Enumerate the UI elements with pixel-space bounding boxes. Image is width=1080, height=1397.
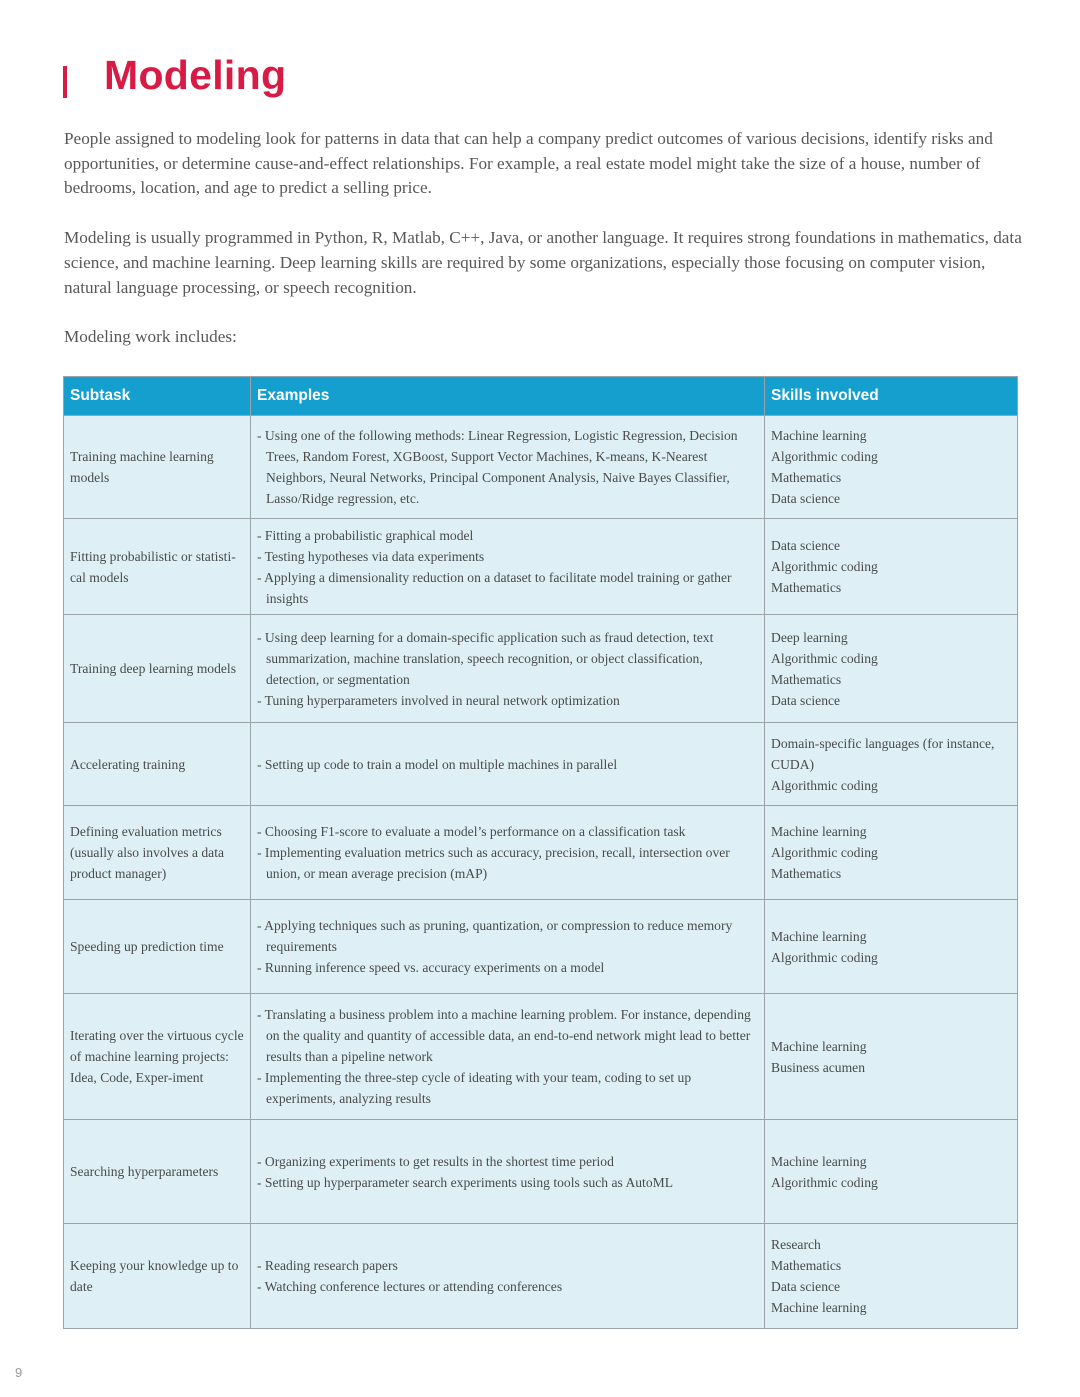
skill-item: Machine learning <box>771 824 867 839</box>
examples-cell <box>251 806 765 900</box>
intro-paragraph: Modeling is usually programmed in Python, R, Matlab, C++, Java, or another language. It requires strong foundations in mathematics, data science, and machine learning. Deep learning skills are required by some organizations, especially those focusing on computer vision, natural language processing, or speech recognition. <box>64 228 1022 297</box>
skill-item: Algorithmic coding <box>771 949 878 965</box>
example-item: - Tuning hyperparameters involved in neural network optimization <box>257 692 620 708</box>
examples-cell <box>251 416 765 519</box>
table-row <box>64 1224 1018 1329</box>
examples-cell <box>251 1224 765 1329</box>
examples-cell <box>251 900 765 994</box>
table-row <box>64 900 1018 994</box>
header-examples: Examples <box>251 377 765 416</box>
skill-item: Machine learning <box>771 1153 867 1169</box>
header-skills: Skills involved <box>765 377 1018 416</box>
examples-cell <box>251 723 765 806</box>
examples-cell <box>251 615 765 723</box>
skill-item: Algorithmic coding <box>771 777 878 793</box>
skill-item: Mathematics <box>771 866 842 881</box>
example-item: - Watching conference lectures or attending conferences <box>257 1279 563 1294</box>
skills-cell <box>765 519 1018 615</box>
skill-item: Data science <box>771 692 841 708</box>
skill-item: Machine learning <box>771 928 867 944</box>
intro-section <box>64 127 1024 375</box>
skills-cell <box>765 900 1018 994</box>
skill-item: Machine learning <box>771 1300 867 1315</box>
example-item: - Implementing evaluation metrics such as accuracy, precision, recall, intersection over union, or mean average precision (mAP) <box>257 845 730 881</box>
example-item: - Setting up code to train a model on multiple machines in parallel <box>257 756 618 772</box>
skill-item: Research <box>771 1237 821 1252</box>
table-header-row <box>64 377 1018 416</box>
skill-item: Algorithmic coding <box>771 650 878 666</box>
example-item: - Translating a business problem into a machine learning problem. For instance, depending on the quality and quantity of accessible data, an end-to-end network might lead to better results than a pipeline network <box>257 1007 751 1064</box>
skill-item: Data science <box>771 1279 841 1294</box>
skill-item: Business acumen <box>771 1059 866 1075</box>
table-row <box>64 994 1018 1120</box>
skill-item: Mathematics <box>771 470 842 485</box>
table-row <box>64 519 1018 615</box>
skill-item: Algorithmic coding <box>771 1174 878 1190</box>
subtask-cell: Training machine learning models <box>64 416 251 519</box>
skills-cell <box>765 1224 1018 1329</box>
skill-item: Algorithmic coding <box>771 449 878 464</box>
skill-item: Algorithmic coding <box>771 845 878 860</box>
table-row <box>64 615 1018 723</box>
skill-item: Mathematics <box>771 1258 842 1273</box>
subtask-cell: Keeping your knowledge up to date <box>64 1224 251 1329</box>
subtask-cell: Searching hyperparameters <box>64 1120 251 1224</box>
example-item: - Reading research papers <box>257 1258 398 1273</box>
table-row <box>64 723 1018 806</box>
example-item: - Fitting a probabilistic graphical model <box>257 527 474 543</box>
page-title: Modeling <box>104 52 287 98</box>
skill-item: Machine learning <box>771 428 867 443</box>
example-item: - Setting up hyperparameter search experiments using tools such as AutoML <box>257 1174 674 1190</box>
skills-cell <box>765 806 1018 900</box>
example-item: - Organizing experiments to get results in the shortest time period <box>257 1153 614 1169</box>
skills-cell <box>765 615 1018 723</box>
skill-item: Mathematics <box>771 671 842 687</box>
subtask-cell: Fitting probabilistic or statisti-cal models <box>64 519 251 615</box>
skill-item: Data science <box>771 538 841 553</box>
skills-cell <box>765 723 1018 806</box>
table-row <box>64 806 1018 900</box>
example-item: - Testing hypotheses via data experiments <box>257 548 485 564</box>
skill-item: Algorithmic coding <box>771 559 878 574</box>
examples-cell <box>251 994 765 1120</box>
modeling-subtasks-table <box>63 376 1018 1329</box>
skills-cell <box>765 994 1018 1120</box>
skills-cell <box>765 416 1018 519</box>
intro-paragraph: Modeling work includes: <box>64 327 237 347</box>
example-item: - Using deep learning for a domain-specific application such as fraud detection, text summarization, machine translation, speech recognition, or object classification, detection, or segmentation <box>257 629 714 687</box>
skill-item: Machine learning <box>771 1038 867 1054</box>
example-item: - Applying a dimensionality reduction on a dataset to facilitate model training or gather insights <box>257 569 732 606</box>
subtask-cell: Iterating over the virtuous cycle of machine learning projects: Idea, Code, Exper-iment <box>64 994 251 1120</box>
example-item: - Implementing the three-step cycle of ideating with your team, coding to set up experiments, analyzing results <box>257 1070 692 1106</box>
subtask-cell: Defining evaluation metrics (usually also involves a data product manager) <box>64 806 251 900</box>
subtask-cell: Training deep learning models <box>64 615 251 723</box>
intro-paragraph: People assigned to modeling look for patterns in data that can help a company predict outcomes of various decisions, identify risks and opportunities, or determine cause-and-effect relationships. For example, a real estate model might take the size of a house, number of bedrooms, location, and age to predict a selling price. <box>64 129 993 198</box>
subtask-cell: Speeding up prediction time <box>64 900 251 994</box>
skill-item: Data science <box>771 491 841 506</box>
header-subtask: Subtask <box>64 377 251 416</box>
examples-cell <box>251 1120 765 1224</box>
skills-cell <box>765 1120 1018 1224</box>
example-item: - Applying techniques such as pruning, quantization, or compression to reduce memory requirements <box>257 918 733 954</box>
examples-cell <box>251 519 765 615</box>
title-accent-bar <box>63 66 67 98</box>
example-item: - Choosing F1-score to evaluate a model’s performance on a classification task <box>257 824 686 839</box>
example-item: - Running inference speed vs. accuracy experiments on a model <box>257 960 605 975</box>
table-row <box>64 416 1018 519</box>
subtask-cell: Accelerating training <box>64 723 251 806</box>
example-item: - Using one of the following methods: Linear Regression, Logistic Regression, Decision Trees, Random Forest, XGBoost, Support Vector Machines, K-means, K-Nearest Neighbors, Neural Networks, Principal Component Analysis, Naive Bayes Classifier, Lasso/Ridge regression, etc. <box>257 428 738 506</box>
skill-item: Deep learning <box>771 629 848 645</box>
skill-item: Mathematics <box>771 580 842 595</box>
page-number: 9 <box>15 1365 23 1380</box>
skill-item: Domain-specific languages (for instance, CUDA) <box>771 735 995 772</box>
table-row <box>64 1120 1018 1224</box>
